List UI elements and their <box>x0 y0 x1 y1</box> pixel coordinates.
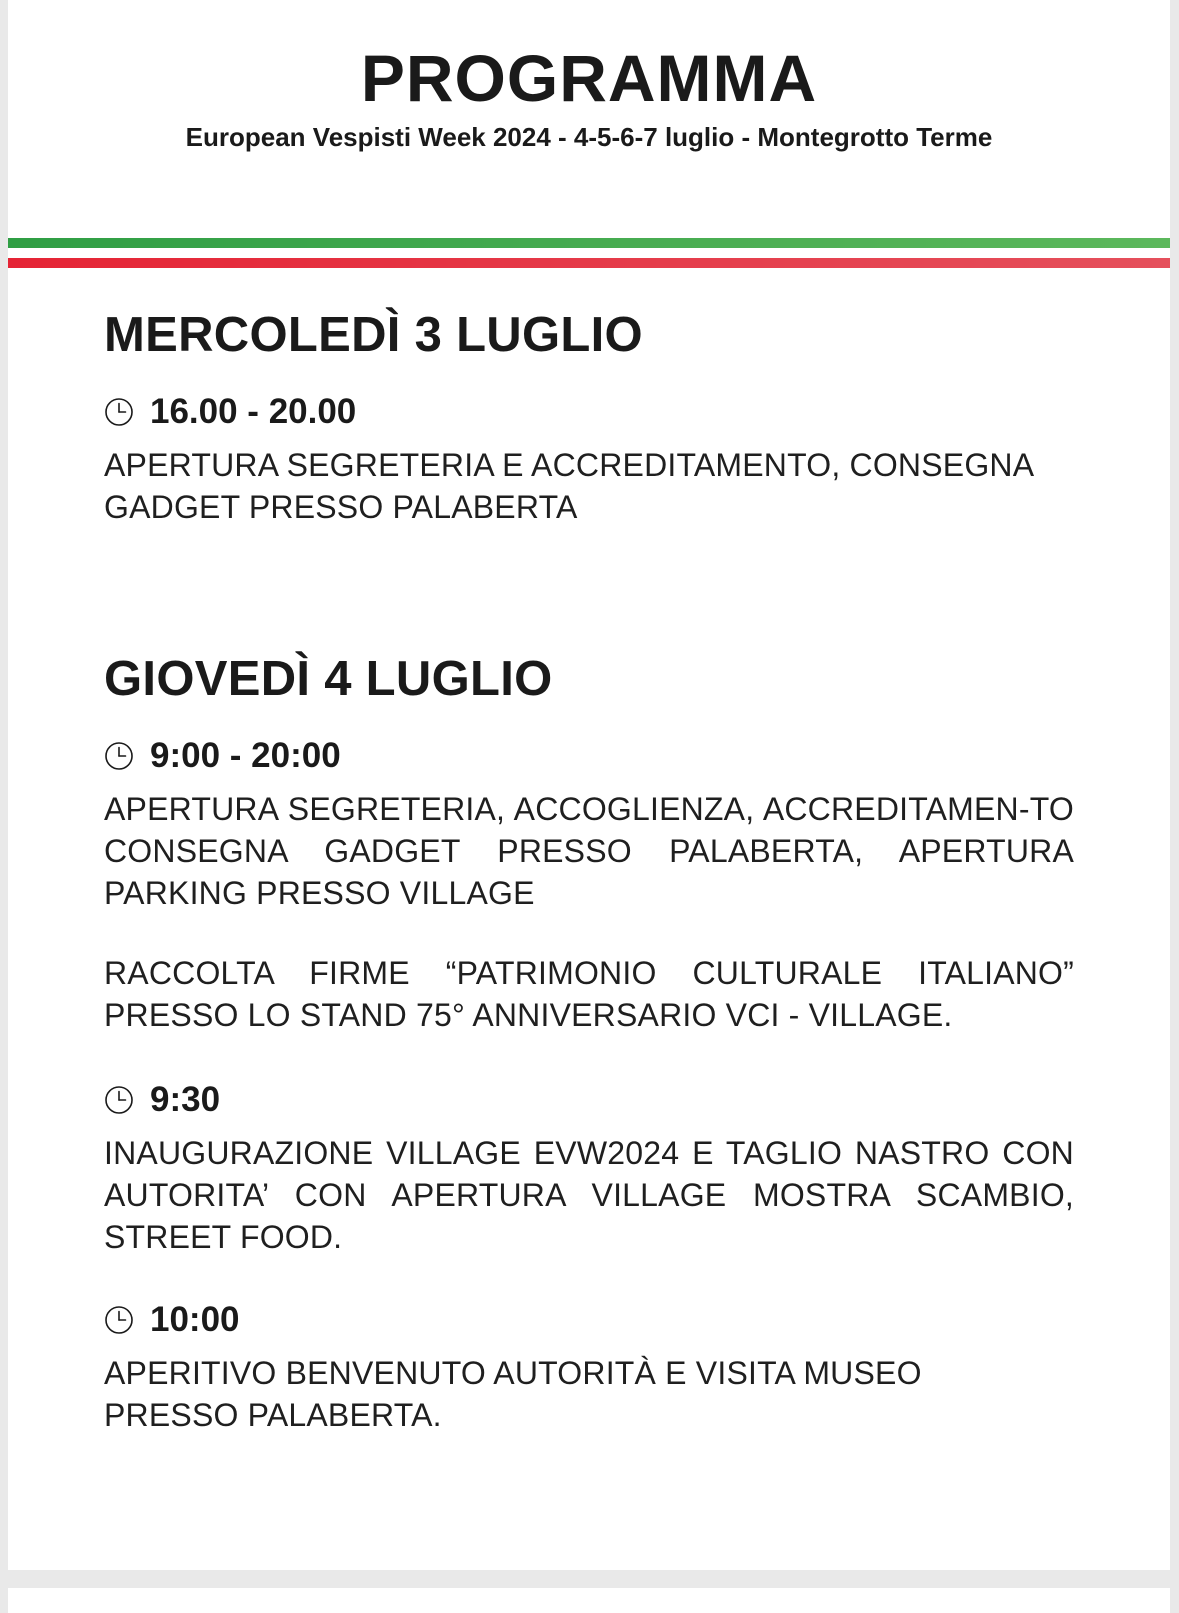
event-time-row <box>104 392 356 432</box>
page-subtitle: European Vespisti Week 2024 - 4-5-6-7 luglio - Montegrotto Terme <box>185 122 993 152</box>
clock-icon <box>104 741 134 771</box>
event-time-row <box>104 1080 220 1120</box>
event-description: APERITIVO BENVENUTO AUTORITÀ E VISITA MUSEO PRESSO PALABERTA. <box>104 1355 922 1433</box>
document-page <box>8 0 1170 1570</box>
clock-icon <box>104 397 134 427</box>
event-time-row <box>104 736 341 776</box>
event-time: 10:00 <box>150 1300 240 1339</box>
italian-flag-stripe-green <box>8 238 1170 248</box>
day-heading: MERCOLEDÌ 3 LUGLIO <box>104 308 643 362</box>
clock-icon <box>104 1305 134 1335</box>
event-time: 9:00 - 20:00 <box>150 736 341 775</box>
event-time-row <box>104 1300 240 1340</box>
page-title: PROGRAMMA <box>360 41 818 115</box>
clock-icon <box>104 1085 134 1115</box>
event-time: 16.00 - 20.00 <box>150 392 357 431</box>
event-description: RACCOLTA FIRME “PATRIMONIO CULTURALE ITALIANO” PRESSO LO STAND 75° ANNIVERSARIO VCI - VILLAGE. <box>104 955 1074 1033</box>
event-description: APERTURA SEGRETERIA, ACCOGLIENZA, ACCREDITAMEN-TO CONSEGNA GADGET PRESSO PALABERTA, APERTURA PARKING PRESSO VILLAGE <box>104 791 1074 911</box>
italian-flag-stripe-red <box>8 258 1170 268</box>
event-time: 9:30 <box>150 1080 221 1119</box>
event-description: APERTURA SEGRETERIA E ACCREDITAMENTO, CONSEGNA GADGET PRESSO PALABERTA <box>104 447 1033 525</box>
next-page-edge <box>8 1588 1170 1613</box>
event-description: INAUGURAZIONE VILLAGE EVW2024 E TAGLIO NASTRO CON AUTORITA’ CON APERTURA VILLAGE MOSTRA SCAMBIO, STREET FOOD. <box>104 1135 1074 1255</box>
day-heading: GIOVEDÌ 4 LUGLIO <box>104 652 553 706</box>
